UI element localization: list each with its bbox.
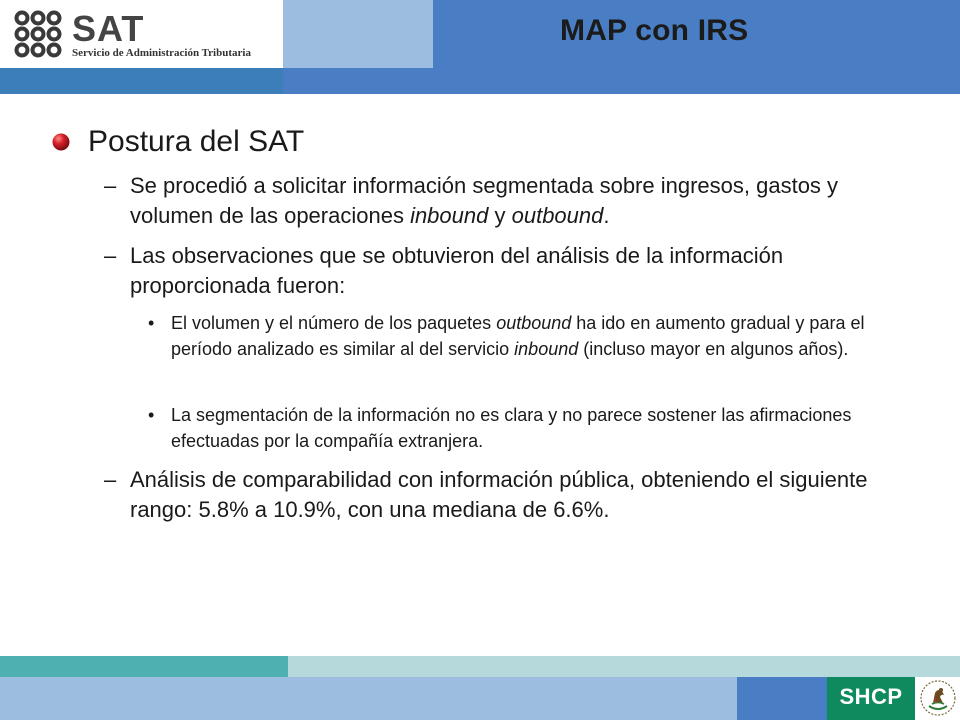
emphasis-outbound: outbound bbox=[496, 313, 572, 333]
logo-subtitle: Servicio de Administración Tributaria bbox=[72, 47, 251, 59]
text-run: (incluso mayor en algunos años). bbox=[578, 339, 849, 359]
dot-marker: • bbox=[148, 313, 155, 333]
dot-item-2 bbox=[148, 402, 908, 454]
text-run: ha ido en aumento gradual y para el período analizado es similar al del servicio bbox=[171, 313, 865, 359]
red-ball-bullet-icon bbox=[52, 133, 70, 151]
logo-text: SAT bbox=[72, 8, 145, 49]
header-light-block bbox=[283, 0, 433, 68]
dot-item-2-text: La segmentación de la información no es clara y no parece sostener las afirmaciones efectuadas por la compañía extranjera. bbox=[171, 405, 852, 451]
shcp-label: SHCP bbox=[839, 684, 903, 709]
dash-item-2-text: Las observaciones que se obtuvieron del análisis de la información proporcionada fueron: bbox=[130, 243, 784, 298]
header-strip-left bbox=[0, 68, 283, 94]
dash-item-1 bbox=[104, 171, 904, 231]
dash-item-3 bbox=[104, 465, 904, 525]
dash-marker: – bbox=[104, 243, 117, 268]
section-heading: Postura del SAT bbox=[88, 125, 305, 158]
dash-item-1-text bbox=[130, 171, 904, 231]
dot-item-1 bbox=[148, 310, 908, 362]
dash-item-2 bbox=[104, 241, 904, 301]
sat-logo-icon bbox=[14, 10, 62, 58]
dash-marker: – bbox=[104, 173, 117, 198]
text-run: El volumen y el número de los paquetes bbox=[171, 313, 497, 333]
emphasis-inbound: inbound bbox=[514, 339, 579, 359]
footer-teal-strip bbox=[0, 656, 288, 677]
dot-marker: • bbox=[148, 405, 155, 425]
emphasis-inbound: inbound bbox=[410, 203, 489, 228]
slide-title: MAP con IRS bbox=[560, 14, 749, 47]
text-run: . bbox=[603, 203, 610, 228]
header-logo-area bbox=[0, 0, 283, 68]
emphasis-outbound: outbound bbox=[511, 203, 604, 228]
footer-light-block bbox=[0, 677, 737, 720]
text-run: y bbox=[488, 203, 512, 228]
footer-light-strip bbox=[288, 656, 960, 677]
dash-item-3-text: Análisis de comparabilidad con información pública, obteniendo el siguiente rango: 5.8% a 10.9%, con una mediana de 6.6%. bbox=[130, 467, 868, 522]
mexico-coat-of-arms-icon bbox=[919, 679, 957, 717]
text-run: Se procedió a solicitar información segmentada sobre ingresos, gastos y volumen de las operaciones bbox=[130, 173, 839, 228]
footer-dark-block bbox=[737, 677, 827, 720]
dot-item-1-text bbox=[171, 310, 908, 362]
dash-marker: – bbox=[104, 467, 117, 492]
